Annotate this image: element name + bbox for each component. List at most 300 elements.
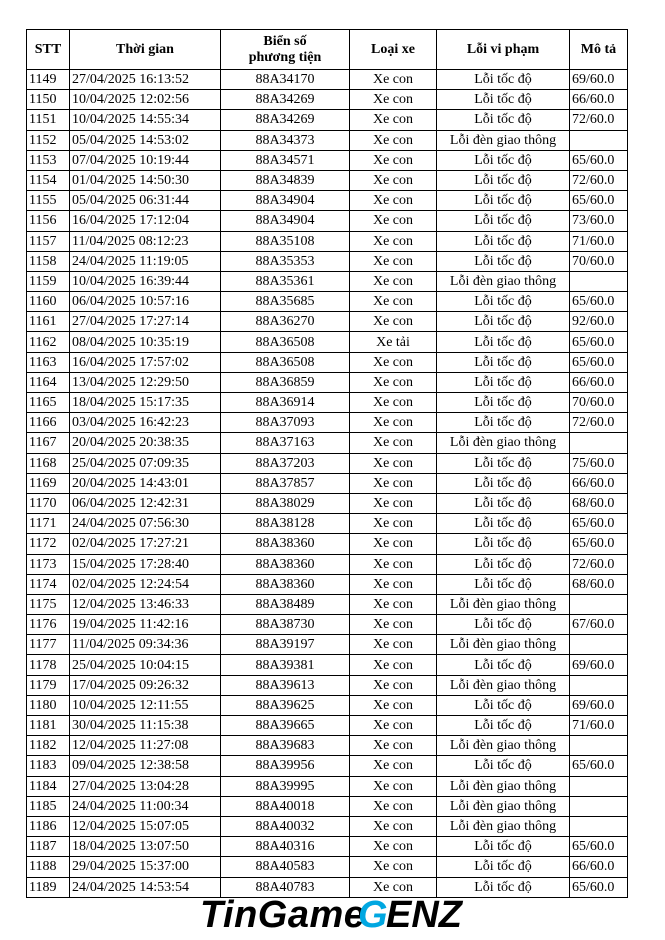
cell-vehicle-type: Xe con — [350, 554, 437, 574]
cell-vehicle-type: Xe con — [350, 493, 437, 513]
cell-violation: Lỗi đèn giao thông — [437, 796, 570, 816]
cell-description: 66/60.0 — [570, 857, 628, 877]
cell-time: 16/04/2025 17:57:02 — [70, 352, 221, 372]
cell-vehicle-type: Xe con — [350, 473, 437, 493]
cell-plate: 88A38489 — [221, 594, 350, 614]
cell-vehicle-type: Xe con — [350, 413, 437, 433]
cell-vehicle-type: Xe con — [350, 191, 437, 211]
cell-stt: 1172 — [27, 534, 70, 554]
cell-vehicle-type: Xe con — [350, 292, 437, 312]
cell-time: 11/04/2025 09:34:36 — [70, 635, 221, 655]
cell-time: 29/04/2025 15:37:00 — [70, 857, 221, 877]
header-time: Thời gian — [70, 30, 221, 70]
cell-stt: 1189 — [27, 877, 70, 897]
cell-vehicle-type: Xe con — [350, 393, 437, 413]
header-plate-line1: Biển số — [263, 33, 307, 49]
cell-violation: Lỗi tốc độ — [437, 150, 570, 170]
cell-description — [570, 736, 628, 756]
cell-description: 69/60.0 — [570, 695, 628, 715]
cell-time: 24/04/2025 14:53:54 — [70, 877, 221, 897]
cell-stt: 1152 — [27, 130, 70, 150]
cell-time: 10/04/2025 12:02:56 — [70, 90, 221, 110]
cell-stt: 1171 — [27, 514, 70, 534]
table-row — [27, 615, 628, 635]
cell-plate: 88A38360 — [221, 534, 350, 554]
table-row — [27, 635, 628, 655]
cell-plate: 88A38029 — [221, 493, 350, 513]
cell-time: 12/04/2025 13:46:33 — [70, 594, 221, 614]
cell-violation: Lỗi đèn giao thông — [437, 736, 570, 756]
cell-stt: 1173 — [27, 554, 70, 574]
table-row — [27, 211, 628, 231]
cell-plate: 88A39625 — [221, 695, 350, 715]
cell-violation: Lỗi tốc độ — [437, 453, 570, 473]
cell-stt: 1175 — [27, 594, 70, 614]
cell-stt: 1184 — [27, 776, 70, 796]
table-row — [27, 675, 628, 695]
cell-plate: 88A39995 — [221, 776, 350, 796]
cell-plate: 88A34904 — [221, 191, 350, 211]
cell-time: 24/04/2025 11:00:34 — [70, 796, 221, 816]
cell-violation: Lỗi đèn giao thông — [437, 635, 570, 655]
cell-stt: 1185 — [27, 796, 70, 816]
cell-plate: 88A40783 — [221, 877, 350, 897]
cell-plate: 88A38360 — [221, 574, 350, 594]
cell-vehicle-type: Xe con — [350, 816, 437, 836]
cell-time: 07/04/2025 10:19:44 — [70, 150, 221, 170]
cell-violation: Lỗi tốc độ — [437, 90, 570, 110]
table-row — [27, 231, 628, 251]
cell-violation: Lỗi tốc độ — [437, 695, 570, 715]
cell-time: 27/04/2025 17:27:14 — [70, 312, 221, 332]
cell-violation: Lỗi đèn giao thông — [437, 271, 570, 291]
table-row — [27, 837, 628, 857]
table-row — [27, 574, 628, 594]
cell-stt: 1153 — [27, 150, 70, 170]
cell-plate: 88A37857 — [221, 473, 350, 493]
cell-stt: 1159 — [27, 271, 70, 291]
cell-vehicle-type: Xe con — [350, 655, 437, 675]
cell-time: 18/04/2025 15:17:35 — [70, 393, 221, 413]
cell-description: 70/60.0 — [570, 251, 628, 271]
table-row — [27, 292, 628, 312]
table-row — [27, 716, 628, 736]
table-row — [27, 776, 628, 796]
cell-vehicle-type: Xe con — [350, 796, 437, 816]
cell-violation: Lỗi tốc độ — [437, 413, 570, 433]
cell-description: 65/60.0 — [570, 534, 628, 554]
cell-stt: 1177 — [27, 635, 70, 655]
cell-stt: 1150 — [27, 90, 70, 110]
cell-plate: 88A35108 — [221, 231, 350, 251]
cell-vehicle-type: Xe con — [350, 70, 437, 90]
cell-time: 25/04/2025 07:09:35 — [70, 453, 221, 473]
table-row — [27, 110, 628, 130]
cell-description: 68/60.0 — [570, 493, 628, 513]
cell-vehicle-type: Xe con — [350, 372, 437, 392]
cell-vehicle-type: Xe con — [350, 716, 437, 736]
cell-plate: 88A36508 — [221, 332, 350, 352]
header-plate-line2: phương tiện — [248, 49, 322, 65]
header-plate — [221, 30, 350, 70]
cell-stt: 1151 — [27, 110, 70, 130]
cell-time: 27/04/2025 16:13:52 — [70, 70, 221, 90]
cell-plate: 88A34170 — [221, 70, 350, 90]
table-header-row — [27, 30, 628, 70]
cell-violation: Lỗi đèn giao thông — [437, 594, 570, 614]
cell-time: 24/04/2025 07:56:30 — [70, 514, 221, 534]
table-row — [27, 251, 628, 271]
cell-vehicle-type: Xe con — [350, 433, 437, 453]
cell-vehicle-type: Xe con — [350, 453, 437, 473]
cell-time: 13/04/2025 12:29:50 — [70, 372, 221, 392]
table-row — [27, 534, 628, 554]
cell-violation: Lỗi tốc độ — [437, 877, 570, 897]
cell-violation: Lỗi tốc độ — [437, 493, 570, 513]
cell-plate: 88A39613 — [221, 675, 350, 695]
cell-time: 10/04/2025 12:11:55 — [70, 695, 221, 715]
cell-vehicle-type: Xe con — [350, 594, 437, 614]
cell-time: 20/04/2025 20:38:35 — [70, 433, 221, 453]
cell-vehicle-type: Xe con — [350, 271, 437, 291]
cell-description: 65/60.0 — [570, 332, 628, 352]
cell-stt: 1168 — [27, 453, 70, 473]
cell-description: 69/60.0 — [570, 70, 628, 90]
cell-vehicle-type: Xe con — [350, 615, 437, 635]
cell-violation: Lỗi tốc độ — [437, 312, 570, 332]
cell-time: 25/04/2025 10:04:15 — [70, 655, 221, 675]
cell-time: 11/04/2025 08:12:23 — [70, 231, 221, 251]
cell-description — [570, 635, 628, 655]
cell-description: 65/60.0 — [570, 150, 628, 170]
cell-time: 19/04/2025 11:42:16 — [70, 615, 221, 635]
cell-time: 24/04/2025 11:19:05 — [70, 251, 221, 271]
table-row — [27, 816, 628, 836]
cell-vehicle-type: Xe con — [350, 90, 437, 110]
cell-violation: Lỗi tốc độ — [437, 534, 570, 554]
cell-description: 73/60.0 — [570, 211, 628, 231]
cell-description — [570, 271, 628, 291]
cell-time: 15/04/2025 17:28:40 — [70, 554, 221, 574]
cell-violation: Lỗi tốc độ — [437, 251, 570, 271]
cell-time: 18/04/2025 13:07:50 — [70, 837, 221, 857]
cell-violation: Lỗi tốc độ — [437, 655, 570, 675]
table-row — [27, 413, 628, 433]
cell-time: 08/04/2025 10:35:19 — [70, 332, 221, 352]
cell-time: 06/04/2025 10:57:16 — [70, 292, 221, 312]
cell-vehicle-type: Xe con — [350, 514, 437, 534]
cell-violation: Lỗi tốc độ — [437, 170, 570, 190]
cell-vehicle-type: Xe con — [350, 130, 437, 150]
cell-vehicle-type: Xe con — [350, 736, 437, 756]
cell-violation: Lỗi tốc độ — [437, 756, 570, 776]
table-row — [27, 271, 628, 291]
cell-plate: 88A40316 — [221, 837, 350, 857]
table-row — [27, 150, 628, 170]
cell-stt: 1164 — [27, 372, 70, 392]
cell-time: 12/04/2025 15:07:05 — [70, 816, 221, 836]
cell-violation: Lỗi đèn giao thông — [437, 433, 570, 453]
cell-vehicle-type: Xe con — [350, 695, 437, 715]
cell-vehicle-type: Xe con — [350, 574, 437, 594]
cell-violation: Lỗi tốc độ — [437, 716, 570, 736]
table-row — [27, 191, 628, 211]
cell-vehicle-type: Xe con — [350, 635, 437, 655]
cell-description: 65/60.0 — [570, 756, 628, 776]
cell-plate: 88A40032 — [221, 816, 350, 836]
cell-description — [570, 776, 628, 796]
cell-description: 65/60.0 — [570, 352, 628, 372]
cell-vehicle-type: Xe con — [350, 877, 437, 897]
cell-plate: 88A34904 — [221, 211, 350, 231]
cell-violation: Lỗi đèn giao thông — [437, 675, 570, 695]
cell-plate: 88A40583 — [221, 857, 350, 877]
cell-vehicle-type: Xe con — [350, 231, 437, 251]
cell-plate: 88A38360 — [221, 554, 350, 574]
cell-time: 09/04/2025 12:38:58 — [70, 756, 221, 776]
cell-time: 01/04/2025 14:50:30 — [70, 170, 221, 190]
cell-stt: 1149 — [27, 70, 70, 90]
cell-plate: 88A35685 — [221, 292, 350, 312]
cell-description: 72/60.0 — [570, 110, 628, 130]
cell-time: 30/04/2025 11:15:38 — [70, 716, 221, 736]
cell-plate: 88A37203 — [221, 453, 350, 473]
cell-vehicle-type: Xe con — [350, 110, 437, 130]
cell-vehicle-type: Xe con — [350, 534, 437, 554]
cell-violation: Lỗi đèn giao thông — [437, 130, 570, 150]
cell-description: 65/60.0 — [570, 191, 628, 211]
cell-description — [570, 796, 628, 816]
cell-stt: 1156 — [27, 211, 70, 231]
table-row — [27, 554, 628, 574]
cell-violation: Lỗi tốc độ — [437, 473, 570, 493]
cell-time: 05/04/2025 14:53:02 — [70, 130, 221, 150]
cell-time: 10/04/2025 14:55:34 — [70, 110, 221, 130]
header-description: Mô tả — [570, 30, 628, 70]
header-stt: STT — [27, 30, 70, 70]
cell-plate: 88A39956 — [221, 756, 350, 776]
cell-description: 65/60.0 — [570, 514, 628, 534]
cell-description: 92/60.0 — [570, 312, 628, 332]
cell-stt: 1179 — [27, 675, 70, 695]
cell-description — [570, 816, 628, 836]
cell-plate: 88A36270 — [221, 312, 350, 332]
cell-time: 02/04/2025 17:27:21 — [70, 534, 221, 554]
cell-description — [570, 594, 628, 614]
cell-vehicle-type: Xe con — [350, 857, 437, 877]
table-row — [27, 493, 628, 513]
cell-stt: 1157 — [27, 231, 70, 251]
cell-time: 03/04/2025 16:42:23 — [70, 413, 221, 433]
table-row — [27, 796, 628, 816]
cell-vehicle-type: Xe con — [350, 312, 437, 332]
cell-stt: 1170 — [27, 493, 70, 513]
cell-stt: 1155 — [27, 191, 70, 211]
cell-stt: 1187 — [27, 837, 70, 857]
cell-description: 72/60.0 — [570, 413, 628, 433]
table-row — [27, 433, 628, 453]
cell-plate: 88A39197 — [221, 635, 350, 655]
cell-violation: Lỗi tốc độ — [437, 554, 570, 574]
cell-stt: 1162 — [27, 332, 70, 352]
cell-vehicle-type: Xe con — [350, 837, 437, 857]
cell-time: 20/04/2025 14:43:01 — [70, 473, 221, 493]
cell-description: 71/60.0 — [570, 716, 628, 736]
cell-vehicle-type: Xe con — [350, 756, 437, 776]
cell-plate: 88A40018 — [221, 796, 350, 816]
cell-stt: 1154 — [27, 170, 70, 190]
cell-violation: Lỗi tốc độ — [437, 615, 570, 635]
cell-time: 27/04/2025 13:04:28 — [70, 776, 221, 796]
header-violation: Lỗi vi phạm — [437, 30, 570, 70]
cell-stt: 1178 — [27, 655, 70, 675]
cell-plate: 88A38128 — [221, 514, 350, 534]
cell-plate: 88A39381 — [221, 655, 350, 675]
header-vehicle-type: Loại xe — [350, 30, 437, 70]
cell-stt: 1176 — [27, 615, 70, 635]
cell-plate: 88A35361 — [221, 271, 350, 291]
cell-violation: Lỗi tốc độ — [437, 110, 570, 130]
cell-time: 06/04/2025 12:42:31 — [70, 493, 221, 513]
cell-plate: 88A35353 — [221, 251, 350, 271]
watermark-logo-graphic — [196, 889, 472, 937]
cell-vehicle-type: Xe con — [350, 675, 437, 695]
cell-vehicle-type: Xe tải — [350, 332, 437, 352]
table-row — [27, 655, 628, 675]
cell-stt: 1174 — [27, 574, 70, 594]
watermark-logo — [196, 889, 472, 937]
table-row — [27, 857, 628, 877]
cell-time: 10/04/2025 16:39:44 — [70, 271, 221, 291]
cell-stt: 1181 — [27, 716, 70, 736]
table-row — [27, 594, 628, 614]
table-row — [27, 130, 628, 150]
cell-description: 66/60.0 — [570, 90, 628, 110]
cell-violation: Lỗi tốc độ — [437, 514, 570, 534]
cell-plate: 88A39683 — [221, 736, 350, 756]
cell-plate: 88A34839 — [221, 170, 350, 190]
table-row — [27, 756, 628, 776]
table-row — [27, 736, 628, 756]
table-row — [27, 352, 628, 372]
cell-vehicle-type: Xe con — [350, 251, 437, 271]
cell-stt: 1160 — [27, 292, 70, 312]
table-row — [27, 332, 628, 352]
cell-plate: 88A36914 — [221, 393, 350, 413]
cell-plate: 88A37093 — [221, 413, 350, 433]
cell-description: 65/60.0 — [570, 877, 628, 897]
cell-violation: Lỗi tốc độ — [437, 191, 570, 211]
cell-time: 02/04/2025 12:24:54 — [70, 574, 221, 594]
table-row — [27, 90, 628, 110]
cell-plate: 88A36859 — [221, 372, 350, 392]
cell-description: 71/60.0 — [570, 231, 628, 251]
cell-description: 66/60.0 — [570, 473, 628, 493]
svg-text:G: G — [358, 894, 388, 936]
svg-text:TinGame: TinGame — [200, 894, 366, 936]
cell-description: 72/60.0 — [570, 554, 628, 574]
cell-vehicle-type: Xe con — [350, 352, 437, 372]
cell-description: 69/60.0 — [570, 655, 628, 675]
cell-plate: 88A34373 — [221, 130, 350, 150]
cell-description — [570, 675, 628, 695]
table-row — [27, 453, 628, 473]
table-row — [27, 372, 628, 392]
cell-description: 67/60.0 — [570, 615, 628, 635]
cell-violation: Lỗi tốc độ — [437, 352, 570, 372]
cell-vehicle-type: Xe con — [350, 150, 437, 170]
cell-violation: Lỗi đèn giao thông — [437, 816, 570, 836]
cell-vehicle-type: Xe con — [350, 776, 437, 796]
cell-stt: 1165 — [27, 393, 70, 413]
cell-time: 12/04/2025 11:27:08 — [70, 736, 221, 756]
cell-vehicle-type: Xe con — [350, 170, 437, 190]
cell-time: 05/04/2025 06:31:44 — [70, 191, 221, 211]
cell-violation: Lỗi tốc độ — [437, 857, 570, 877]
cell-description: 72/60.0 — [570, 170, 628, 190]
cell-violation: Lỗi tốc độ — [437, 292, 570, 312]
table-row — [27, 473, 628, 493]
cell-plate: 88A36508 — [221, 352, 350, 372]
cell-violation: Lỗi tốc độ — [437, 70, 570, 90]
table-row — [27, 312, 628, 332]
cell-violation: Lỗi tốc độ — [437, 332, 570, 352]
cell-description: 65/60.0 — [570, 292, 628, 312]
cell-time: 16/04/2025 17:12:04 — [70, 211, 221, 231]
table-row — [27, 393, 628, 413]
cell-violation: Lỗi tốc độ — [437, 393, 570, 413]
cell-plate: 88A39665 — [221, 716, 350, 736]
table-row — [27, 514, 628, 534]
cell-violation: Lỗi tốc độ — [437, 211, 570, 231]
cell-stt: 1161 — [27, 312, 70, 332]
cell-violation: Lỗi đèn giao thông — [437, 776, 570, 796]
cell-description: 70/60.0 — [570, 393, 628, 413]
cell-violation: Lỗi tốc độ — [437, 231, 570, 251]
cell-stt: 1182 — [27, 736, 70, 756]
cell-plate: 88A38730 — [221, 615, 350, 635]
cell-description: 66/60.0 — [570, 372, 628, 392]
cell-description: 65/60.0 — [570, 837, 628, 857]
table-row — [27, 70, 628, 90]
cell-plate: 88A37163 — [221, 433, 350, 453]
cell-stt: 1180 — [27, 695, 70, 715]
cell-plate: 88A34269 — [221, 110, 350, 130]
cell-stt: 1166 — [27, 413, 70, 433]
cell-stt: 1169 — [27, 473, 70, 493]
cell-stt: 1186 — [27, 816, 70, 836]
svg-text:ENZ: ENZ — [386, 894, 462, 936]
violations-table — [26, 29, 628, 898]
cell-stt: 1158 — [27, 251, 70, 271]
cell-stt: 1183 — [27, 756, 70, 776]
cell-description — [570, 130, 628, 150]
cell-description: 68/60.0 — [570, 574, 628, 594]
cell-vehicle-type: Xe con — [350, 211, 437, 231]
table-row — [27, 695, 628, 715]
cell-plate: 88A34269 — [221, 90, 350, 110]
table-row — [27, 170, 628, 190]
cell-stt: 1167 — [27, 433, 70, 453]
cell-violation: Lỗi tốc độ — [437, 574, 570, 594]
cell-description: 75/60.0 — [570, 453, 628, 473]
cell-description — [570, 433, 628, 453]
cell-stt: 1188 — [27, 857, 70, 877]
cell-time: 17/04/2025 09:26:32 — [70, 675, 221, 695]
cell-plate: 88A34571 — [221, 150, 350, 170]
cell-violation: Lỗi tốc độ — [437, 837, 570, 857]
cell-violation: Lỗi tốc độ — [437, 372, 570, 392]
